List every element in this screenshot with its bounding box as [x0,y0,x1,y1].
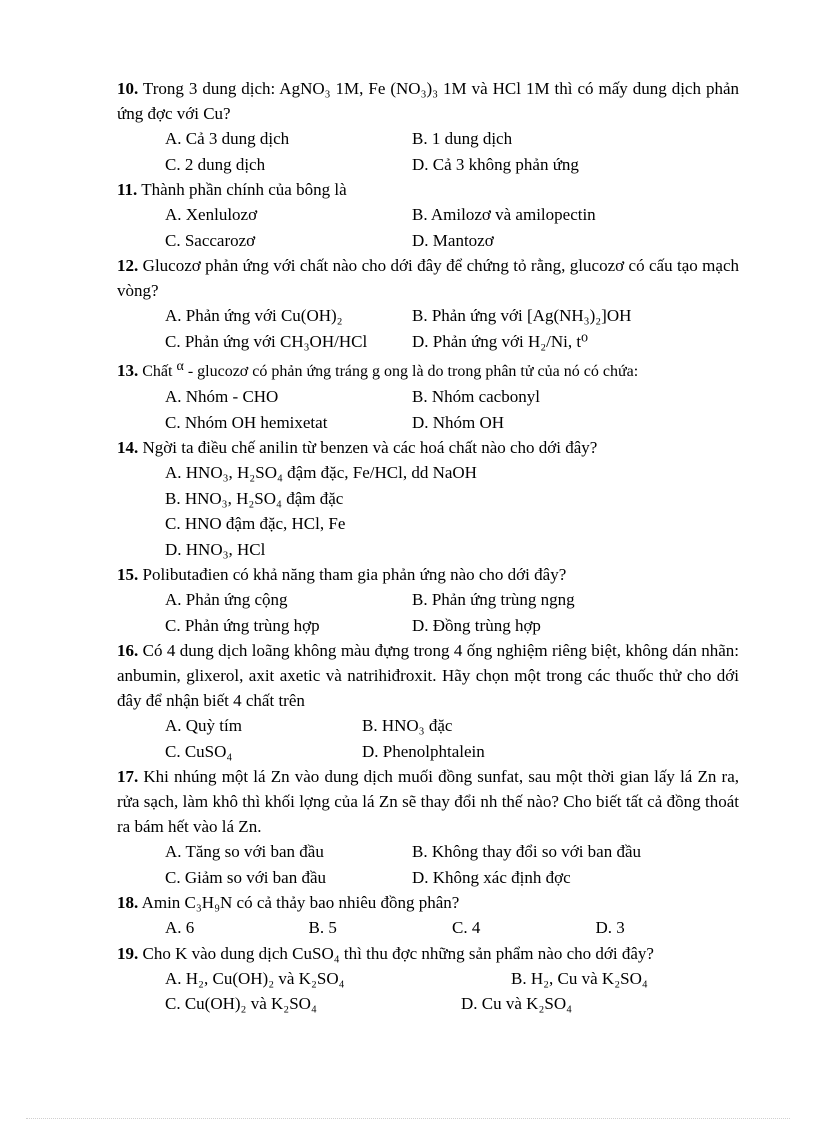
options-row [117,966,739,992]
option-a[interactable]: A. Phản ứng cộng [165,590,288,609]
options-row [117,587,739,613]
option-b[interactable]: B. HNO₃ đặc [362,716,453,735]
options-row [117,228,739,254]
option-c[interactable]: C. Giảm so với ban đầu [165,867,327,887]
question-text: Khi nhúng một lá Zn vào dung dịch muối đồng sunfat, sau một thời gian lấy lá Zn ra, rửa sạch, làm khô thì khối lợng của lá Zn sẽ thay đổi nh thế nào? Cho biết tất cả đồng thoát ra bám hết vào lá Zn. [117,767,739,836]
question-text-prefix: Chất [142,363,177,380]
option-a[interactable]: A. Tăng so với ban đầu [165,842,324,861]
question-number: 16. [117,641,139,660]
options-row [117,613,739,639]
question-17 [117,764,739,890]
option-a[interactable]: A. Nhóm - CHO [165,387,279,406]
question-text: Polibutađien có khả năng tham gia phản ứng nào cho dới đây? [142,565,567,584]
option-d[interactable]: D. 3 [595,918,625,937]
question-text: - glucozơ có phản ứng tráng g ong là do trong phân tử của nó có chứa: [183,363,639,380]
option-a[interactable]: A. 6 [165,918,195,937]
question-number: 15. [117,565,139,584]
page-bottom-divider [26,1118,790,1119]
question-text: Ngời ta điều chế anilin từ benzen và các hoá chất nào cho dới đây? [142,438,598,457]
option-b[interactable]: B. Phản ứng trùng ngng [412,590,575,609]
question-number: 14. [117,438,139,457]
question-text: Trong 3 dung dịch: AgNO₃ 1M, Fe (NO₃)₃ 1M và HCl 1M thì có mấy dung dịch phản ứng đợc với Cu? [117,79,739,123]
option-d[interactable]: D. Không xác định đợc [412,867,571,887]
options-row [117,329,739,355]
option-d[interactable]: D. Cu và K₂SO₄ [461,994,573,1013]
option-c[interactable]: C. Nhóm OH hemixetat [165,412,328,432]
question-16 [117,638,739,764]
option-d[interactable]: D. Cả 3 không phản ứng [412,154,579,174]
question-text: Amin C₃H₉N có cả thảy bao nhiêu đồng phân? [141,893,460,912]
option-b[interactable]: B. Amilozơ và amilopectin [412,205,596,224]
options-row [117,839,739,865]
alpha-symbol: α [176,359,184,374]
question-13 [117,354,739,435]
option-d[interactable]: D. Nhóm OH [412,412,505,432]
question-text: Có 4 dung dịch loãng không màu đựng trong 4 ống nghiệm riêng biệt, không dán nhãn: anbumin, glixerol, axit axetic và natrihiđroxit. Hãy chọn một trong các thuốc thử cho dới đây để nhận biết 4 chất trên [117,641,739,710]
question-number: 12. [117,256,139,275]
option-a[interactable]: A. H₂, Cu(OH)₂ và K₂SO₄ [165,968,345,988]
question-text: Glucozơ phản ứng với chất nào cho dới đây để chứng tỏ rằng, glucozơ có cấu tạo mạch vòng? [117,256,739,300]
question-18 [117,890,739,941]
question-15 [117,562,739,638]
options-row [117,303,739,329]
option-a[interactable]: A. HNO₃, H₂SO₄ đậm đặc, Fe/HCl, dd NaOH [165,463,477,482]
option-c[interactable]: C. Saccarozơ [165,230,256,250]
options-row [117,152,739,178]
option-b[interactable]: B. Không thay đổi so với ban đầu [412,842,642,861]
option-b[interactable]: B. 1 dung dịch [412,129,513,148]
question-14 [117,435,739,562]
question-number: 10. [117,79,139,98]
question-list [117,76,739,1017]
options-row [117,739,739,765]
question-number: 19. [117,943,139,963]
question-12 [117,253,739,354]
option-c[interactable]: C. Phản ứng với CH₃OH/HCl [165,331,368,351]
option-d[interactable]: D. Phản ứng với H₂/Ni, t⁰ [412,331,588,351]
option-c[interactable]: C. Cu(OH)₂ và K₂SO₄ [165,994,317,1013]
option-b[interactable]: B. HNO₃, H₂SO₄ đậm đặc [165,488,344,508]
options-row [117,202,739,228]
option-b[interactable]: B. 5 [308,918,337,937]
option-c[interactable]: C. HNO đậm đặc, HCl, Fe [165,514,346,533]
question-number: 13. [117,361,139,380]
question-number: 18. [117,893,139,912]
option-c[interactable]: C. 2 dung dịch [165,154,266,174]
option-d[interactable]: D. Đồng trùng hợp [412,615,541,635]
question-text: Cho K vào dung dịch CuSO₄ thì thu đợc những sản phẩm nào cho dới đây? [142,943,654,963]
option-d[interactable]: D. HNO₃, HCl [165,539,266,559]
option-b[interactable]: B. H₂, Cu và K₂SO₄ [511,968,648,988]
options-row [117,865,739,891]
question-19 [117,941,739,1017]
option-d[interactable]: D. Phenolphtalein [362,741,485,761]
question-11 [117,177,739,253]
options-row [117,915,739,941]
option-a[interactable]: A. Quỳ tím [165,716,242,735]
option-a[interactable]: A. Cả 3 dung dịch [165,129,290,148]
option-c[interactable]: C. Phản ứng trùng hợp [165,615,320,635]
option-d[interactable]: D. Mantozơ [412,230,494,250]
option-c[interactable]: C. CuSO₄ [165,741,233,761]
question-number: 17. [117,767,139,786]
option-a[interactable]: A. Phản ứng với Cu(OH)₂ [165,306,343,325]
question-text: Thành phần chính của bông là [141,180,347,199]
question-number: 11. [117,180,138,199]
option-c[interactable]: C. 4 [452,918,481,937]
option-b[interactable]: B. Nhóm cacbonyl [412,387,540,406]
options-row [117,384,739,410]
options-row [117,126,739,152]
options-row [117,991,739,1017]
option-b[interactable]: B. Phản ứng với [Ag(NH₃)₂]OH [412,306,632,325]
question-10 [117,76,739,177]
option-a[interactable]: A. Xenlulozơ [165,205,258,224]
options-row [117,410,739,436]
options-row [117,713,739,739]
